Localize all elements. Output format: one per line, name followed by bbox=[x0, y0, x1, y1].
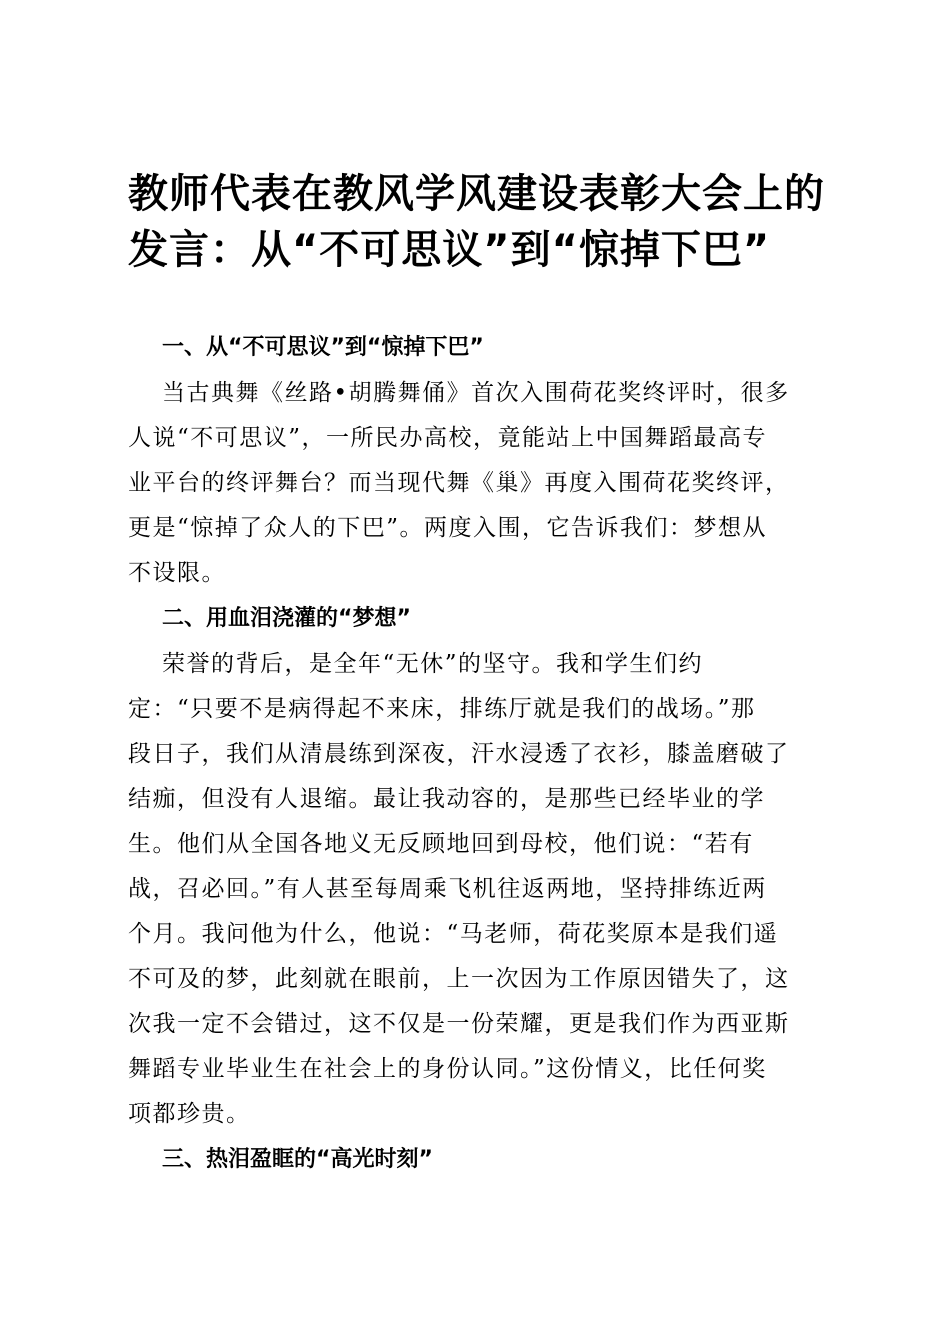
text-line: 个月。我问他为什么，他说：“马老师，荷花奖原本是我们遥 bbox=[128, 921, 779, 947]
text-line: 舞蹈专业毕业生在社会上的身份认同。”这份情义，比任何奖 bbox=[128, 1056, 767, 1082]
text-line: 业平台的终评舞台？而当现代舞《巢》再度入围荷花奖终评， bbox=[128, 470, 790, 496]
title-line: 教师代表在教风学风建设表彰大会上的 bbox=[128, 171, 825, 217]
text-line: 不可及的梦，此刻就在眼前，上一次因为工作原因错失了，这 bbox=[128, 966, 790, 992]
text-line: 项都珍贵。 bbox=[128, 1101, 251, 1127]
text-line: 更是“惊掉了众人的下巴”。两度入围，它告诉我们：梦想从 bbox=[128, 515, 768, 541]
text-line: 生。他们从全国各地义无反顾地回到母校，他们说：“若有 bbox=[128, 831, 754, 857]
section-paragraph-2 bbox=[128, 642, 818, 1137]
text-line: 次我一定不会错过，这不仅是一份荣耀，更是我们作为西亚斯 bbox=[128, 1011, 790, 1037]
document-title bbox=[128, 166, 848, 278]
text-line: 段日子，我们从清晨练到深夜，汗水浸透了衣衫，膝盖磨破了 bbox=[128, 741, 790, 767]
text-line: 人说“不可思议”，一所民办高校，竟能站上中国舞蹈最高专 bbox=[128, 425, 768, 451]
title-line: 发言：从“不可思议”到“惊掉下巴” bbox=[128, 227, 771, 273]
text-line: 荣誉的背后，是全年“无休”的坚守。我和学生们约 bbox=[162, 651, 704, 677]
section-heading-3: 三、热泪盈眶的“高光时刻” bbox=[162, 1147, 433, 1172]
section-heading-1: 一、从“不可思议”到“惊掉下巴” bbox=[162, 335, 484, 360]
text-line: 结痂，但没有人退缩。最让我动容的，是那些已经毕业的学 bbox=[128, 786, 765, 812]
text-line: 当古典舞《丝路•胡腾舞俑》首次入围荷花奖终评时，很多 bbox=[162, 380, 790, 406]
text-line: 战，召必回。”有人甚至每周乘飞机往返两地，坚持排练近两 bbox=[128, 876, 767, 902]
text-line: 不设限。 bbox=[128, 560, 226, 586]
section-heading-2: 二、用血泪浇灌的“梦想” bbox=[162, 606, 411, 631]
text-line: 定：“只要不是病得起不来床，排练厅就是我们的战场。”那 bbox=[128, 696, 756, 722]
section-paragraph-1 bbox=[128, 371, 818, 596]
document-body bbox=[128, 325, 818, 1183]
